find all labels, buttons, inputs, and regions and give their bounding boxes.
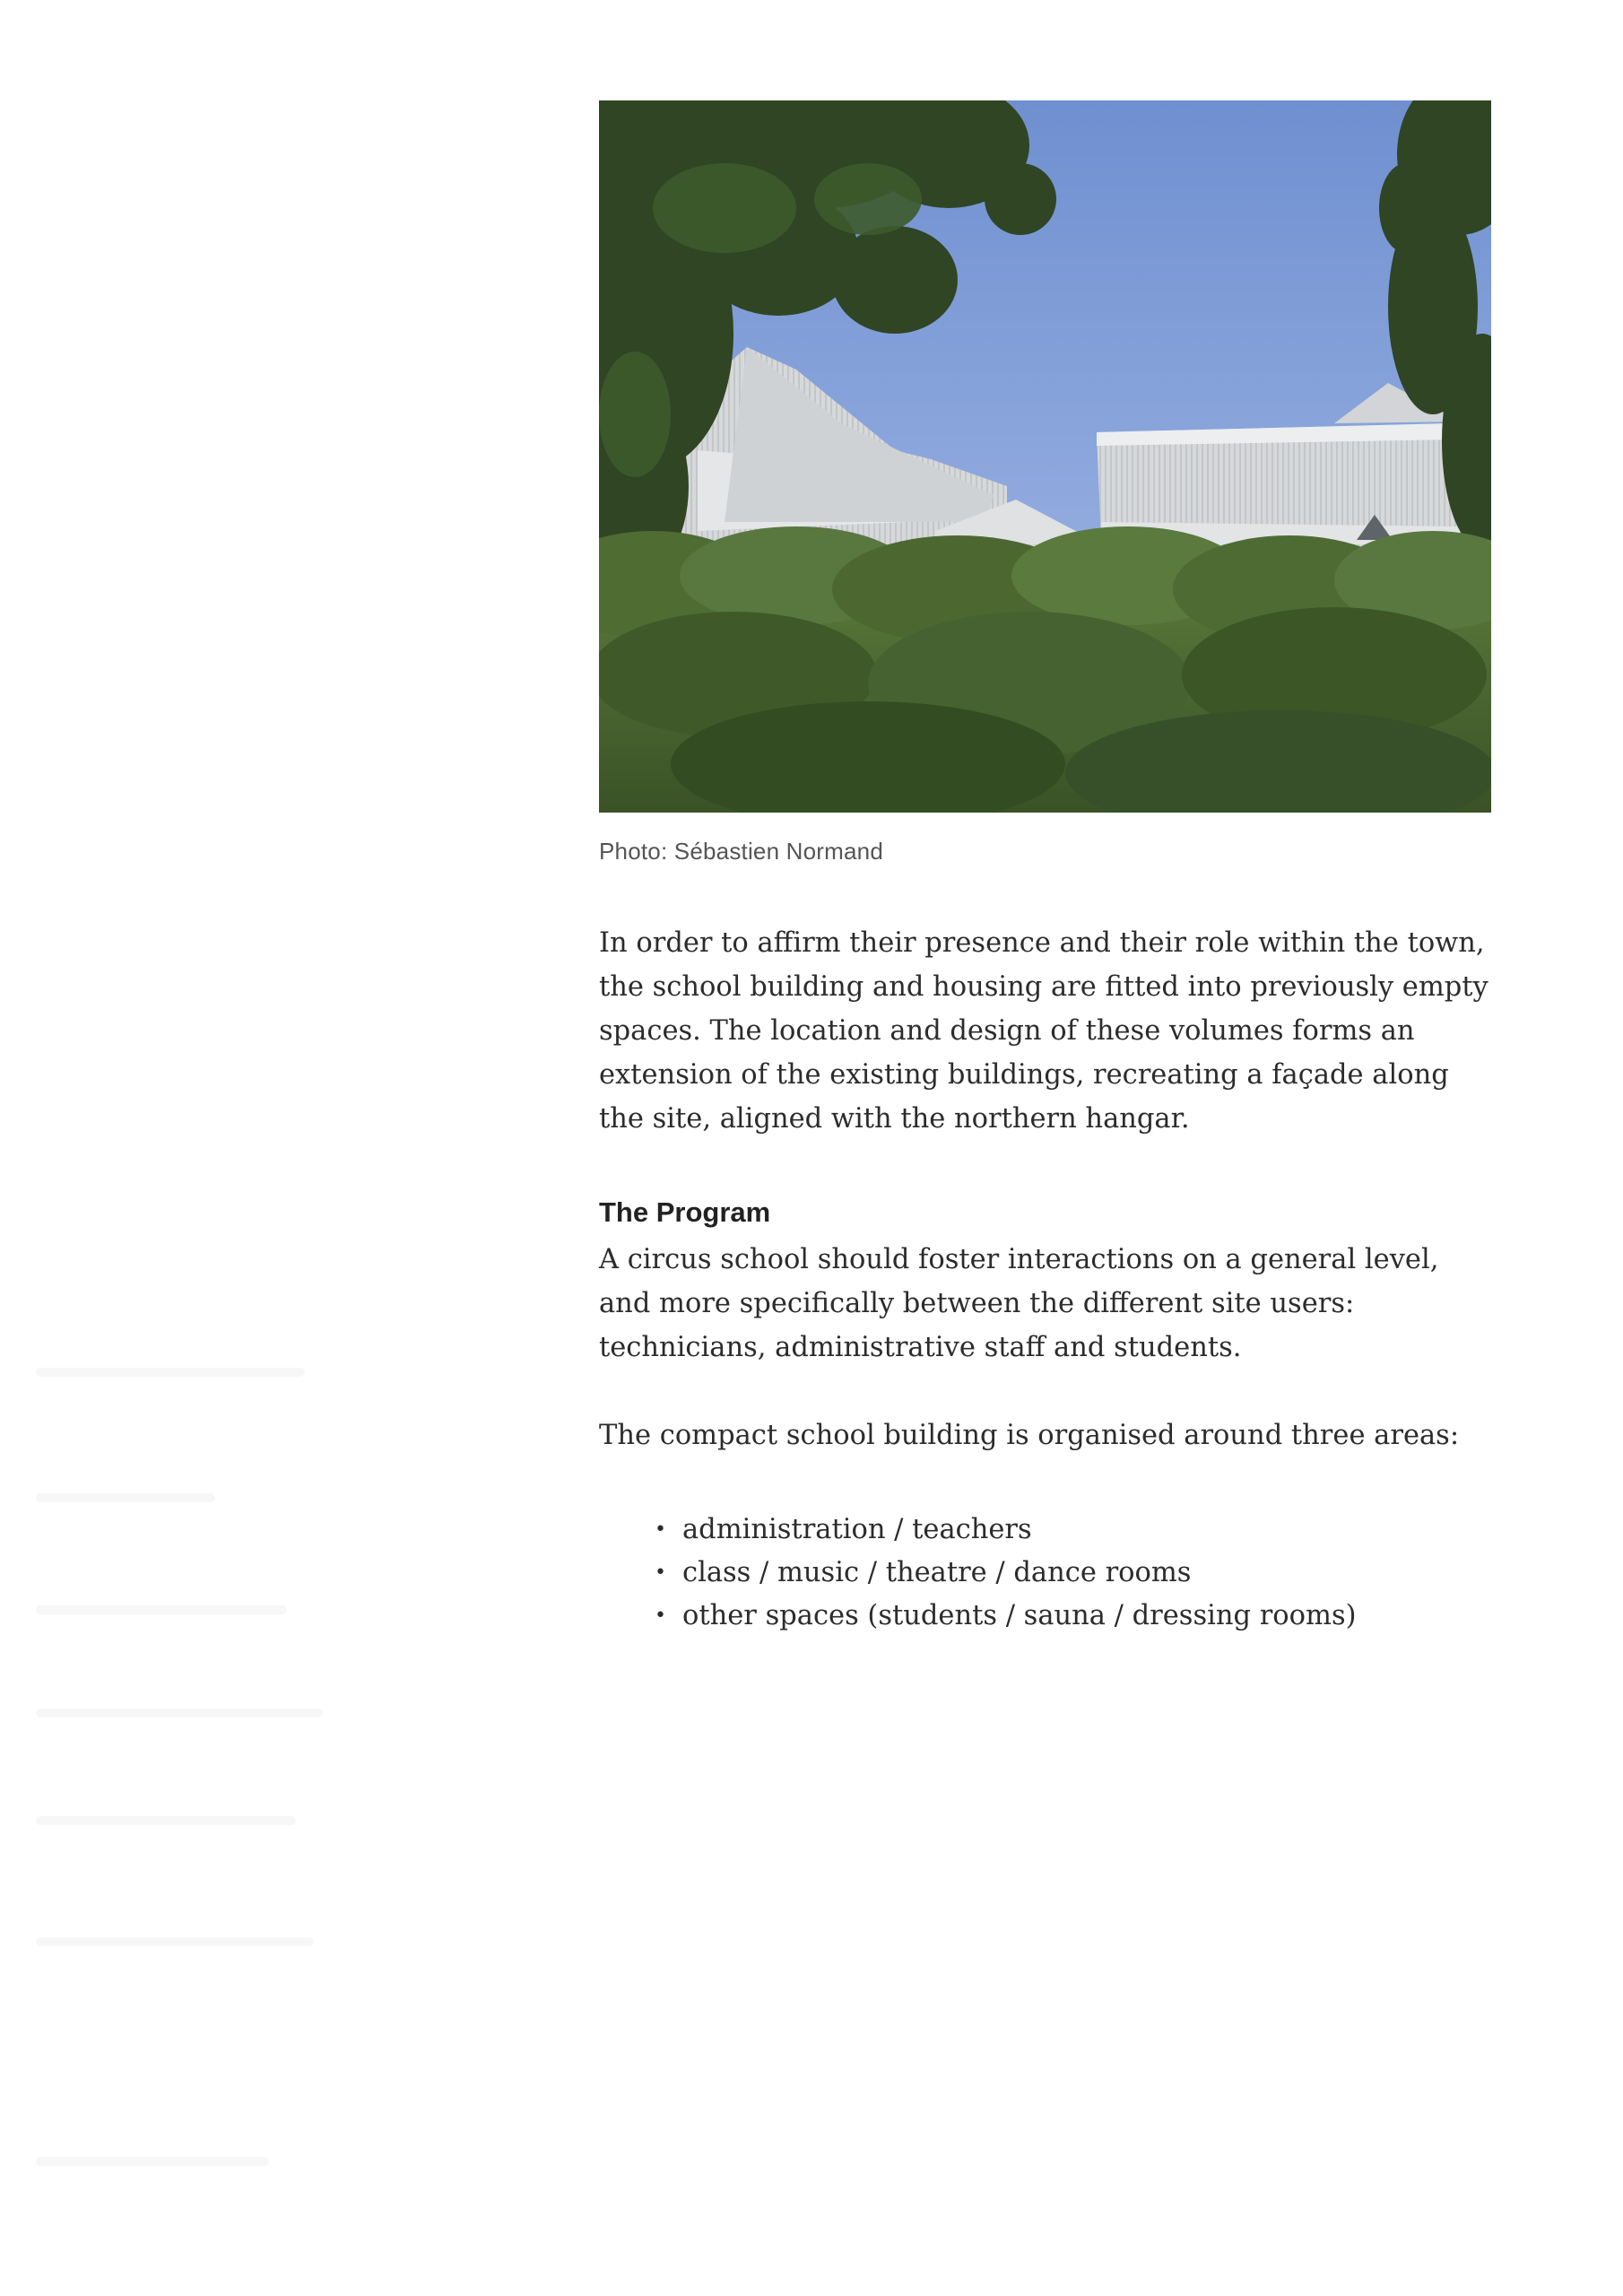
building-photo-illustration: [599, 100, 1491, 813]
list-item: [655, 1552, 1491, 1595]
photo-caption: Photo: Sébastien Normand: [599, 838, 883, 865]
bullet-icon: •: [655, 1561, 666, 1584]
list-item: [655, 1595, 1491, 1638]
program-paragraph-2: The compact school building is organised around three areas:: [599, 1420, 1460, 1451]
list-item-text: class / music / theatre / dance rooms: [682, 1557, 1192, 1588]
article-body: [599, 100, 1491, 1638]
bullet-icon: •: [655, 1518, 666, 1541]
list-item-text: other spaces (students / sauna / dressing rooms): [682, 1600, 1357, 1631]
bullet-icon: •: [655, 1605, 666, 1627]
section-heading: The Program: [599, 1196, 771, 1228]
intro-paragraph: In order to affirm their presence and their role within the town, the school building and housing are fitted into previously empty spaces. The location and design of these volumes forms an extension of the existing buildings, recreating a façade along the site, aligned with the northern hangar.: [599, 927, 1488, 1135]
list-item: [655, 1509, 1491, 1552]
building-photo: [599, 100, 1491, 813]
hedge: [599, 526, 1491, 813]
list-item-text: administration / teachers: [682, 1514, 1032, 1545]
areas-list: [599, 1509, 1491, 1638]
program-paragraph-1: A circus school should foster interactions on a general level, and more specifically between the different site users: technicians, administrative staff and students.: [599, 1244, 1439, 1363]
